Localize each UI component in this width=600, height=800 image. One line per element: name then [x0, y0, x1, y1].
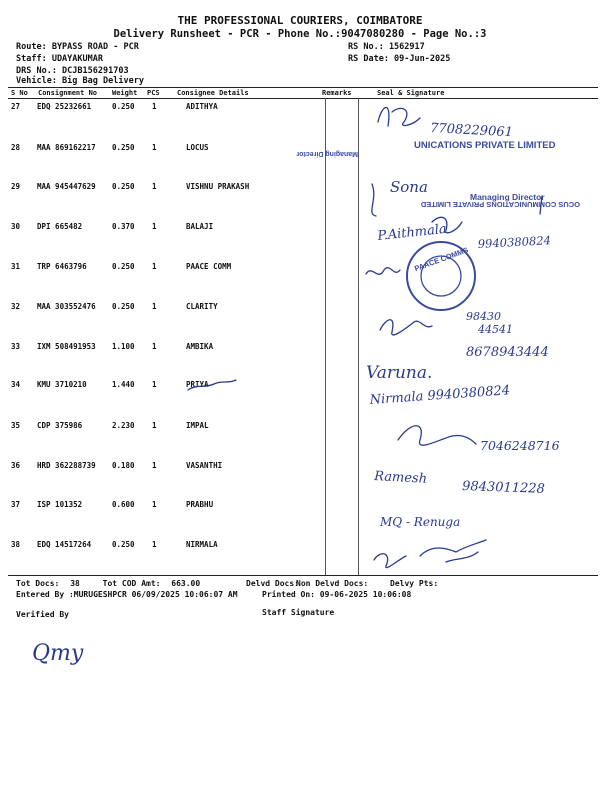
company-title: THE PROFESSIONAL COURIERS, COIMBATORE [177, 14, 423, 27]
round-stamp-text: PAACE COMMS [413, 245, 470, 274]
signature-row37: MQ - Renuga [380, 515, 461, 529]
row-pcs: 1 [152, 380, 157, 389]
row-consignment: IXM 508491953 [37, 342, 96, 351]
phone-row36: 9843011228 [461, 479, 546, 497]
phone-row32-b: 44541 [478, 323, 513, 336]
row-consignee: AMBIKA [186, 342, 214, 351]
row-weight: 0.370 [112, 222, 135, 231]
row-consignee: PAACE COMM [186, 262, 232, 271]
entered-by: Entered By :MURUGESHPCR 06/09/2025 10:06:07 AM [16, 590, 238, 599]
row-consignee: PRABHU [186, 500, 214, 509]
tot-cod-value: 663.00 [171, 579, 201, 588]
phone-row33: 8678943444 [466, 345, 549, 360]
signature-row34-consignee-icon [188, 380, 236, 390]
row-weight: 0.250 [112, 182, 135, 191]
row-consignment: MAA 869162217 [37, 143, 96, 152]
row-consignee: IMPAL [186, 421, 209, 430]
row-sno: 28 [11, 143, 21, 152]
signature-row31-icon [366, 268, 400, 275]
row-pcs: 1 [152, 262, 157, 271]
staff-label: Staff: UDAYAKUMAR [16, 54, 103, 64]
row-pcs: 1 [152, 102, 157, 111]
row-consignee: VISHNU PRAKASH [186, 182, 250, 191]
col-consignment: Consignment No [38, 89, 98, 97]
row-consignment: MAA 945447629 [37, 182, 96, 191]
signature-row30: P.Aithmala [376, 221, 448, 244]
row-consignment: TRP 6463796 [37, 262, 87, 271]
col-sno: S No [11, 89, 28, 97]
signature-row34: Nirmala 9940380824 [369, 383, 511, 408]
row-pcs: 1 [152, 222, 157, 231]
row-consignment: KMU 3710210 [37, 380, 87, 389]
row-sno: 29 [11, 182, 21, 191]
row-sno: 33 [11, 342, 21, 351]
runsheet-subtitle: Delivery Runsheet - PCR - Phone No.:9047080280 - Page No.:3 [113, 28, 487, 40]
rs-date: RS Date: 09-Jun-2025 [348, 54, 451, 64]
row-sno: 34 [11, 380, 21, 389]
row-weight: 0.250 [112, 102, 135, 111]
col-seal: Seal & Signature [377, 89, 445, 97]
stamp-row29-mirror: OCUS COMMUNICATIONS PRIVATE LIMITED [420, 200, 580, 209]
row-pcs: 1 [152, 342, 157, 351]
row-weight: 2.230 [112, 421, 135, 430]
row-consignment: DPI 665482 [37, 222, 83, 231]
signature-row27-icon [378, 108, 420, 127]
row-pcs: 1 [152, 461, 157, 470]
row-consignment: EDQ 14517264 [37, 540, 92, 549]
delvy-pts: Delvy Pts: [390, 579, 439, 588]
row-consignment: HRD 362288739 [37, 461, 96, 470]
row-sno: 30 [11, 222, 21, 231]
verified-by-label: Verified By [16, 610, 69, 619]
row-weight: 0.180 [112, 461, 135, 470]
phone-row35: 7046248716 [480, 438, 560, 453]
row-weight: 0.250 [112, 540, 135, 549]
row-weight: 0.250 [112, 302, 135, 311]
row-consignee: VASANTHI [186, 461, 223, 470]
col-remarks: Remarks [322, 89, 352, 97]
tot-docs-label: Tot Docs: [16, 579, 60, 588]
row-sno: 27 [11, 102, 21, 111]
row-consignment: CDP 375986 [37, 421, 83, 430]
row-weight: 0.600 [112, 500, 135, 509]
row-pcs: 1 [152, 182, 157, 191]
row-consignee: BALAJI [186, 222, 214, 231]
tot-cod-label: Tot COD Amt: [102, 579, 161, 588]
row-sno: 37 [11, 500, 21, 509]
row-sno: 35 [11, 421, 21, 430]
signature-row32-icon [380, 320, 432, 335]
row-consignment: ISP 101352 [37, 500, 83, 509]
name-row33: Varuna. [366, 363, 433, 383]
signature-row36: Ramesh [373, 469, 428, 487]
vehicle-label: Vehicle: Big Bag Delivery [16, 76, 144, 86]
row-consignee: PRIYA [186, 380, 209, 389]
route-label: Route: BYPASS ROAD - PCR [16, 42, 139, 52]
row-consignee: LOCUS [186, 143, 209, 152]
row-weight: 0.250 [112, 143, 135, 152]
col-weight: Weight [112, 89, 138, 97]
row-weight: 1.440 [112, 380, 135, 389]
row-weight: 1.100 [112, 342, 135, 351]
row-consignee: ADITHYA [186, 102, 218, 111]
drs-number: DRS No.: DCJB156291703 [16, 66, 129, 76]
phone-row27: 7708229061 [429, 121, 514, 141]
row-consignee: CLARITY [186, 302, 218, 311]
row-sno: 36 [11, 461, 21, 470]
row-sno: 38 [11, 540, 21, 549]
col-consignee: Consignee Details [177, 89, 249, 97]
stamp-row28: UNICATIONS PRIVATE LIMITED [414, 140, 556, 151]
phone-row32-a: 98430 [466, 310, 501, 323]
row-pcs: 1 [152, 500, 157, 509]
row-pcs: 1 [152, 302, 157, 311]
tot-docs-value: 38 [70, 579, 80, 588]
signature-row38-icon [374, 540, 486, 568]
stamp-row29: Managing Director [470, 192, 545, 202]
signature-row29: Sona [390, 178, 428, 196]
phone-row30: 9940380824 [477, 233, 552, 251]
printed-on: Printed On: 09-06-2025 10:06:08 [262, 590, 412, 599]
stamp-row28-mirror: Managing Director [296, 150, 358, 157]
staff-signature-label: Staff Signature [262, 608, 335, 617]
rs-number: RS No.: 1562917 [348, 42, 425, 52]
signature-row35-icon [398, 426, 476, 445]
delvd-docs: Delvd Docs: [246, 579, 299, 588]
row-consignment: EDQ 25232661 [37, 102, 92, 111]
row-sno: 31 [11, 262, 21, 271]
non-delvd-docs: Non Delvd Docs: [296, 579, 369, 588]
row-sno: 32 [11, 302, 21, 311]
row-pcs: 1 [152, 143, 157, 152]
footer-totals [16, 579, 200, 588]
row-pcs: 1 [152, 540, 157, 549]
row-consignee: NIRMALA [186, 540, 218, 549]
row-weight: 0.250 [112, 262, 135, 271]
row-consignment: MAA 303552476 [37, 302, 96, 311]
row-pcs: 1 [152, 421, 157, 430]
verified-signature: Qmy [32, 641, 84, 666]
col-pcs: PCS [147, 89, 160, 97]
